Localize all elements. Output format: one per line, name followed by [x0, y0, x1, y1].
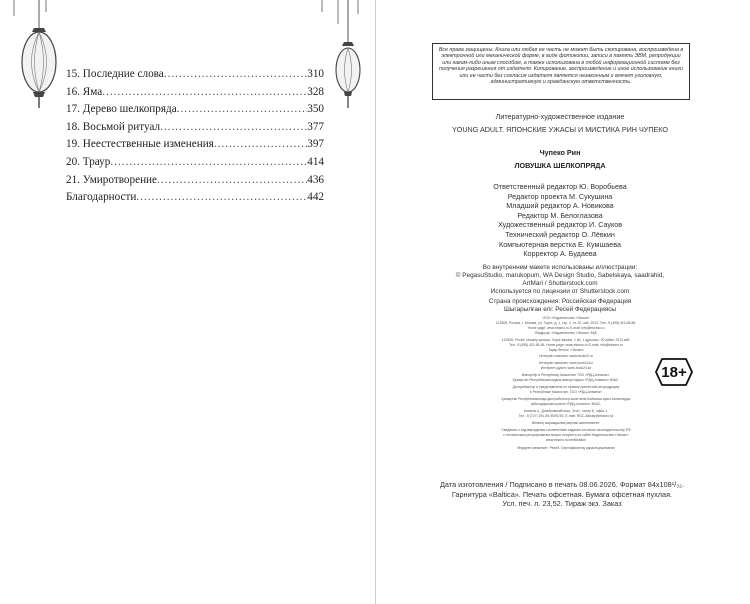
credit-line: Ответственный редактор Ю. Воробьева [493, 182, 627, 191]
author-name: Чупеко Рин [539, 148, 581, 157]
publisher-line: Өнімнің жарамдылық мерзімі шектелмеген. [531, 421, 601, 425]
publisher-line: Интернет-дүкен: www.book24.kz [540, 366, 592, 370]
copyright-notice: Все права защищены. Книга или любая ее часть не может быть скопирована, воспроизведена в электронной или механической форме, в виде фотокопии, записи в память ЭВМ, репродукции или каким-либо иным способом, а также использована в любой информационной системе без получения разрешения от издателя. Копирование, воспроизведение и иное использование книги или ее части без согласия издателя является незаконным и влечет уголовную, административную и гражданскую ответственность. [432, 43, 690, 100]
toc-page-number: 350 [307, 103, 324, 116]
toc-page-number: 414 [307, 155, 324, 168]
toc-dots [110, 154, 307, 172]
publisher-line: Интернет-магазин: www.book24.kz [539, 361, 593, 365]
toc-page-number: 436 [307, 173, 324, 186]
toc-page-number: 310 [307, 68, 324, 80]
toc-item[interactable] [66, 119, 324, 137]
credit-line: Младший редактор А. Новикова [506, 201, 614, 211]
illustrations-line: Во внутреннем макете использованы иллюстрации: [482, 264, 638, 271]
publisher-line: www.eksmo.ru/certification [545, 438, 587, 442]
toc-item[interactable] [66, 172, 324, 190]
illustrations-line: ArtMari / Shutterstock.com [522, 280, 598, 287]
toc-item[interactable] [66, 136, 324, 154]
imprint-line: Усл. печ. л. 23,52. Тираж экз. Заказ [502, 499, 622, 509]
credit-line: Компьютерная верстка Е. Кумшаева [499, 239, 621, 249]
publisher-line: о техническом регулировании можно получить на сайте Издательства «Эксмо»: [502, 433, 630, 437]
credit-line: Редактор М. Белоглазова [517, 210, 603, 220]
publisher-line: Интернет-магазин: www.book24.ru [539, 354, 593, 358]
toc-title: 18. Восьмой ритуал [66, 120, 161, 133]
toc-item[interactable] [66, 189, 324, 207]
credit-line: Художественный редактор И. Сауков [497, 220, 623, 230]
toc-title: 20. Траур [66, 155, 111, 168]
publisher-line: Дистрибьютор и представитель по приему претензий на продукцию [512, 385, 620, 389]
credit-line: Редактор проекта М. Сукушина [507, 191, 613, 201]
publisher-line: 123308, Ресей, Мәскеу қаласы, Зорге көшесі, 1 үй, 1 құрылыс, 20 қабат, 2013 каб. [501, 338, 631, 342]
toc-item[interactable] [66, 101, 324, 119]
imprint-line: Дата изготовления / Подписано в печать 08.06.2026. Формат 84x108¹/₃₂. [439, 480, 685, 489]
publisher-line: Тауар белгісі: «Эксмо» [548, 348, 584, 352]
toc-dots [102, 84, 307, 102]
publisher-line: 123308, Россия, г. Москва, ул. Зорге, д. 1, стр. 1, эт. 20, каб. 2013. Тел.: 8 (495) 411-68-86. [495, 321, 637, 325]
toc-page-number: 377 [307, 120, 324, 133]
age-rating-text: 18+ [661, 364, 687, 381]
book-title: ЛОВУШКА ШЕЛКОПРЯДА [514, 161, 606, 170]
publisher-line: Home page: www.eksmo.ru E-mail: info@eksmo.ru [527, 326, 605, 330]
publisher-line: Алматы қ., Домбровский көш., 3«а», литер Б, офис 1. [523, 409, 609, 413]
toc-page-number: 442 [307, 191, 324, 204]
toc-title: 16. Яма [66, 85, 103, 98]
toc-item[interactable] [66, 154, 324, 172]
origin-line: Шыгарылған елі: Ресей Федерациясы [503, 306, 617, 313]
credit-line: Технический редактор О. Лёвкин [505, 230, 615, 239]
toc-title: 15. Последние слова [66, 68, 164, 80]
publisher-line: Қазақстан Республикасындағы импорттаушы «РДЦ-Алматы» ЖШС. [512, 378, 620, 382]
publisher-line: ООО «Издательство «Эксмо» [542, 316, 590, 320]
age-rating-badge [654, 357, 694, 387]
toc-page-number: 397 [307, 138, 324, 151]
publisher-line: Тел.: 8 (727) 251-59-90/91/92. E-mail: RDC-Almaty@eksmo.kz [518, 414, 614, 418]
imprint-line: Гарнитура «Baltica». Печать офсетная. Бумага офсетная пухлая. [451, 489, 673, 499]
toc-title: 21. Умиротворение [66, 173, 158, 186]
illustrations-line: © PegasuStudio, marukopum, WA Design Studio, Sabelskaya, saadrahid, [455, 272, 665, 279]
publisher-line: Қазақстан Республикасында дистрибьютор және өнім бойынша арыз-талаптарды [501, 397, 631, 401]
toc-title: Благодарности [66, 191, 137, 204]
toc-title: 17. Дерево шелкопряда [66, 103, 177, 116]
publisher-line: в Республике Казахстан: ТОО «РДЦ-Алматы» [529, 390, 603, 394]
hanging-lantern-left-icon [2, 0, 72, 110]
illustrations-line: Используется по лицензии от Shutterstock.com [490, 288, 630, 295]
series-name: YOUNG ADULT. ЯПОНСКИЕ УЖАСЫ И МИСТИКА РИН ЧУПЕКО [451, 125, 668, 134]
toc-page-number: 328 [307, 85, 324, 98]
toc-dots [157, 172, 307, 190]
publisher-line: Өндіруші: «Издательство «Эксмо» АҚБ [535, 331, 597, 335]
publisher-line: Өндірген мемлекет: Ресей. Сертификаттау қарастырылмаған [517, 446, 615, 450]
publisher-line: қабылдаушының өкілі «РДЦ-Алматы» ЖШС, [530, 402, 601, 406]
toc-dots [136, 189, 307, 207]
toc-title: 19. Неестественные изменения [66, 138, 214, 151]
table-of-contents [66, 66, 324, 207]
toc-item[interactable] [66, 66, 324, 84]
toc-item[interactable] [66, 84, 324, 102]
toc-dots [164, 66, 307, 84]
publisher-line: Импортёр в Республику Казахстан ТОО «РДЦ-Алматы». [521, 373, 611, 377]
toc-dots [177, 101, 308, 119]
toc-dots [214, 136, 307, 154]
toc-dots [160, 119, 307, 137]
publisher-line: Тел.: 8 (495) 411-68-86. Home page: www.eksmo.ru E-mail: info@eksmo.ru [509, 343, 623, 347]
imprint-block [428, 480, 696, 509]
hanging-lantern-right-icon [318, 0, 368, 110]
publisher-line: Сведения о подтверждении соответствия издания согласно законодательству РФ [501, 428, 631, 432]
credit-line: Корректор А. Будаева [523, 249, 597, 259]
origin-line: Страна происхождения: Российская Федерация [488, 298, 632, 305]
edition-type: Литературно-художественное издание [495, 112, 625, 121]
